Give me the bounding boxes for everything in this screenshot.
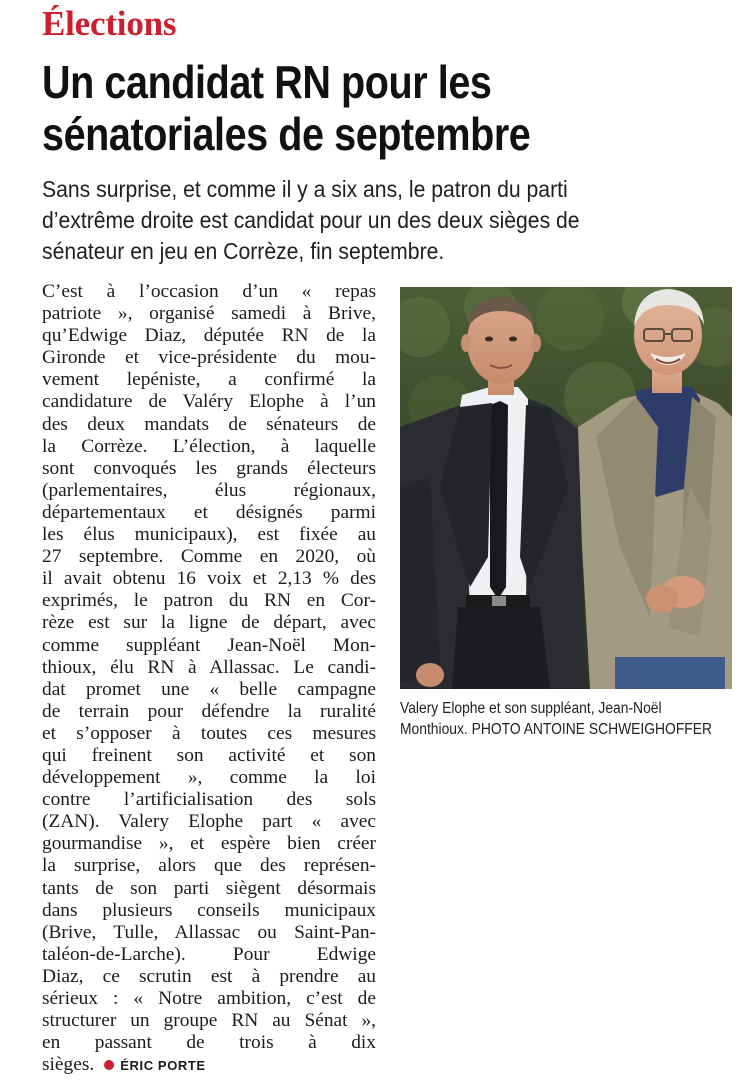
headline-line: sénatoriales de septembre xyxy=(42,108,531,160)
body-line: sont convoqués les grands électeurs xyxy=(42,457,376,479)
lead-paragraph xyxy=(42,174,677,267)
body-line: Gironde et vice-présidente du mou- xyxy=(42,347,376,369)
caption-line: Valery Elophe et son suppléant, Jean-Noël xyxy=(400,700,662,717)
body-line: (parlementaires, élus régionaux, xyxy=(42,479,376,501)
article-body xyxy=(42,281,376,1077)
body-line: vement lepéniste, a confirmé la xyxy=(42,369,376,391)
body-line: candidature de Valéry Elophe à l’un xyxy=(42,391,376,413)
author-byline: ÉRIC PORTE xyxy=(120,1058,206,1074)
body-line: exprimés, le patron du RN en Cor- xyxy=(42,590,376,612)
body-line: développement », comme la loi xyxy=(42,767,376,789)
caption-line: Monthioux. PHOTO ANTOINE SCHWEIGHOFFER xyxy=(400,721,712,738)
body-line: (ZAN). Valery Elophe part « avec xyxy=(42,811,376,833)
body-line: les élus municipaux), est fixée au xyxy=(42,524,376,546)
body-line: contre l’artificialisation des sols xyxy=(42,789,376,811)
body-line: et s’opposer à toutes ces mesures xyxy=(42,722,376,744)
body-line: sérieux : « Notre ambition, c’est de xyxy=(42,988,376,1009)
body-line: de terrain pour défendre la ruralité xyxy=(42,700,376,722)
body-line: taléon-de-Larche). Pour Edwige xyxy=(42,943,376,965)
lead-line: Sans surprise, et comme il y a six ans, le patron du parti xyxy=(42,176,568,202)
body-line: (Brive, Tulle, Allassac ou Saint-Pan- xyxy=(42,921,376,943)
lead-line: sénateur en jeu en Corrèze, fin septembre. xyxy=(42,238,445,264)
body-line: la surprise, alors que des représen- xyxy=(42,855,376,877)
headline xyxy=(42,56,635,160)
body-line: patriote », organisé samedi à Brive, xyxy=(42,303,376,325)
body-line: qui freinent son activité et son xyxy=(42,744,376,766)
body-line: qu’Edwige Diaz, députée RN de la xyxy=(42,325,376,347)
body-line: gourmandise », et espère bien créer xyxy=(42,833,376,855)
photo-illustration xyxy=(400,287,732,689)
body-line-text: sièges. xyxy=(42,1054,95,1076)
body-line: Diaz, ce scrutin est à prendre au xyxy=(42,965,376,987)
body-line: C’est à l’occasion d’un « repas xyxy=(42,281,376,302)
body-line: la Corrèze. L’élection, à laquelle xyxy=(42,435,376,457)
body-line: il avait obtenu 16 voix et 2,13 % des xyxy=(42,568,376,590)
body-line: en passant de trois à dix xyxy=(42,1032,376,1054)
body-line: thioux, élu RN à Allassac. Le candi- xyxy=(42,656,376,678)
body-line: structurer un groupe RN au Sénat », xyxy=(42,1010,376,1032)
photo-caption xyxy=(400,698,712,740)
body-line: départementaux et désignés parmi xyxy=(42,501,376,523)
headline-line: Un candidat RN pour les xyxy=(42,56,492,108)
byline-dot-icon xyxy=(104,1060,114,1070)
lead-line: d’extrême droite est candidat pour un des deux sièges de xyxy=(42,207,580,233)
body-line: tants de son parti siègent désormais xyxy=(42,877,376,899)
article-photo xyxy=(400,287,732,689)
body-line: comme suppléant Jean-Noël Mon- xyxy=(42,634,376,656)
body-line: dans plusieurs conseils municipaux xyxy=(42,899,376,921)
section-rubric: Élections xyxy=(42,4,177,43)
body-line: 27 septembre. Comme en 2020, où xyxy=(42,546,376,568)
body-line: des deux mandats de sénateurs de xyxy=(42,413,376,435)
body-line: rèze est sur la ligne de départ, avec xyxy=(42,612,376,634)
body-line: dat promet une « belle campagne xyxy=(42,678,376,700)
body-last-line xyxy=(42,1054,376,1077)
